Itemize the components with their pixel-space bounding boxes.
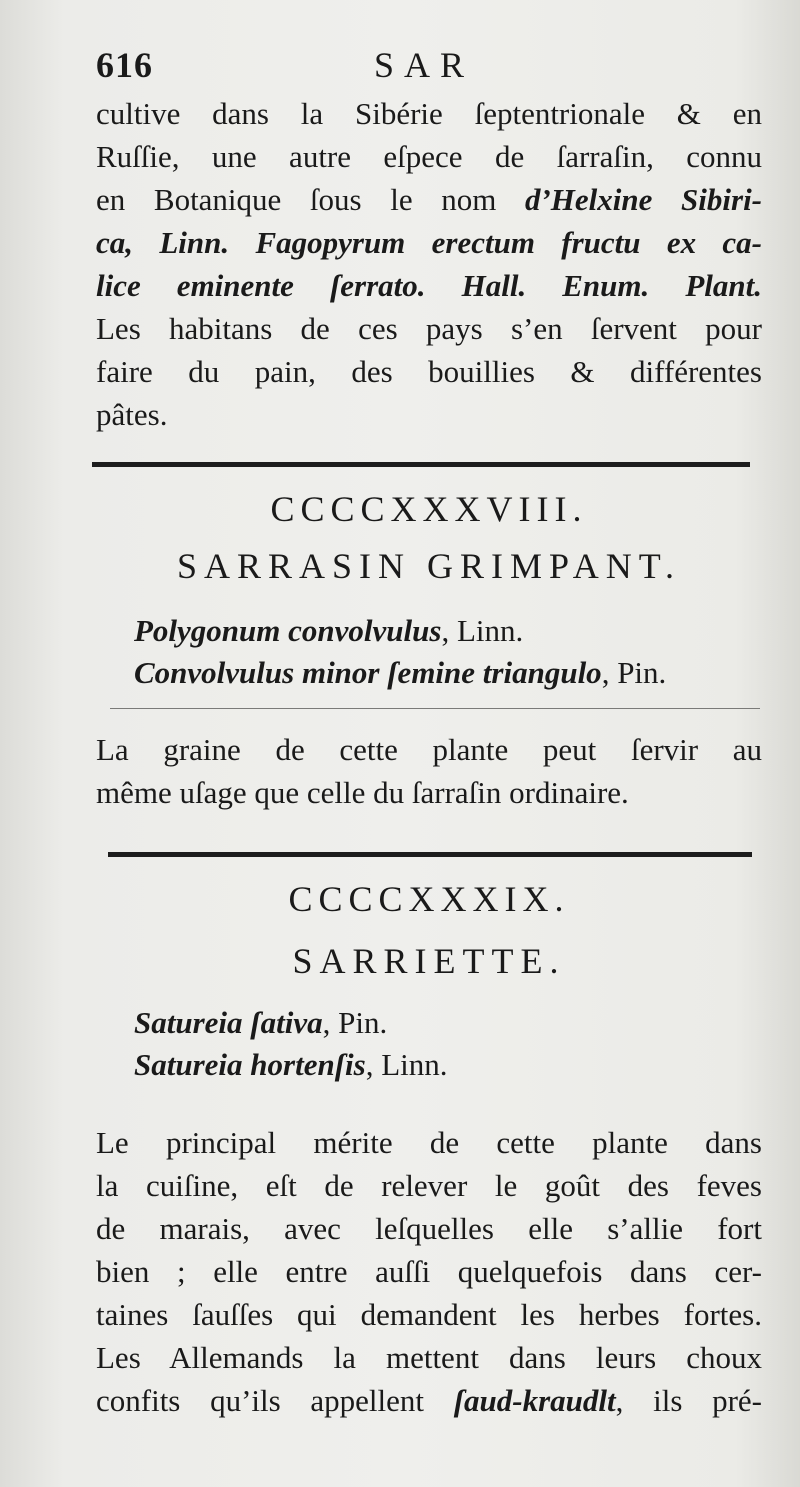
thin-divider xyxy=(110,708,760,709)
text-line: pâtes. xyxy=(96,397,168,432)
text-line: taines ſauſſes qui demandent les herbes fortes. xyxy=(96,1297,762,1332)
running-head: SAR xyxy=(374,45,475,85)
section-title: SARRASIN GRIMPANT. xyxy=(176,546,682,586)
page-header xyxy=(96,40,756,90)
synonym-list xyxy=(134,1002,764,1086)
text-line: Les habitans de ces pays s’en ſervent pour xyxy=(96,311,762,346)
text-line: la cuiſine, eſt de relever le goût des feves xyxy=(96,1168,762,1203)
synonym-item: Convolvulus minor ſemine triangulo, Pin. xyxy=(134,655,667,690)
text-line: Ruſſie, une autre eſpece de ſarraſin, connu xyxy=(96,139,762,174)
text-line: La graine de cette plante peut ſervir au xyxy=(96,732,762,767)
section-divider xyxy=(92,462,750,467)
text-line: Le principal mérite de cette plante dans xyxy=(96,1125,762,1160)
text-line: ca, Linn. Fagopyrum erectum fructu ex ca- xyxy=(96,225,762,260)
page-number: 616 xyxy=(96,45,153,85)
synonym-item: Polygonum convolvulus, Linn. xyxy=(134,613,524,648)
text-line: lice eminente ſerrato. Hall. Enum. Plant. xyxy=(96,268,762,303)
text-line: bien ; elle entre auſſi quelquefois dans cer- xyxy=(96,1254,762,1289)
continuation-paragraph xyxy=(96,92,762,436)
text-line: de marais, avec leſquelles elle s’allie fort xyxy=(96,1211,762,1246)
text-line: cultive dans la Sibérie ſeptentrionale & en xyxy=(96,96,762,131)
section-paragraph xyxy=(96,1121,762,1422)
synonym-item: Satureia hortenſis, Linn. xyxy=(134,1047,448,1082)
synonym-list xyxy=(134,610,764,694)
synonym-item: Satureia ſativa, Pin. xyxy=(134,1005,388,1040)
section-paragraph xyxy=(96,728,762,814)
section-number: CCCCXXXVIII. xyxy=(270,489,588,529)
section-divider xyxy=(108,852,752,857)
text-line: même uſage que celle du ſarraſin ordinaire. xyxy=(96,775,629,810)
text-line: faire du pain, des bouillies & différentes xyxy=(96,354,762,389)
section-title: SARRIETTE. xyxy=(292,941,566,981)
section-number: CCCCXXXIX. xyxy=(288,879,570,919)
text-line: confits qu’ils appellent ſaud-kraudlt, ils pré- xyxy=(96,1383,762,1418)
text-line: Les Allemands la mettent dans leurs choux xyxy=(96,1340,762,1375)
text-line: en Botanique ſous le nom d’Helxine Sibiri- xyxy=(96,182,762,217)
